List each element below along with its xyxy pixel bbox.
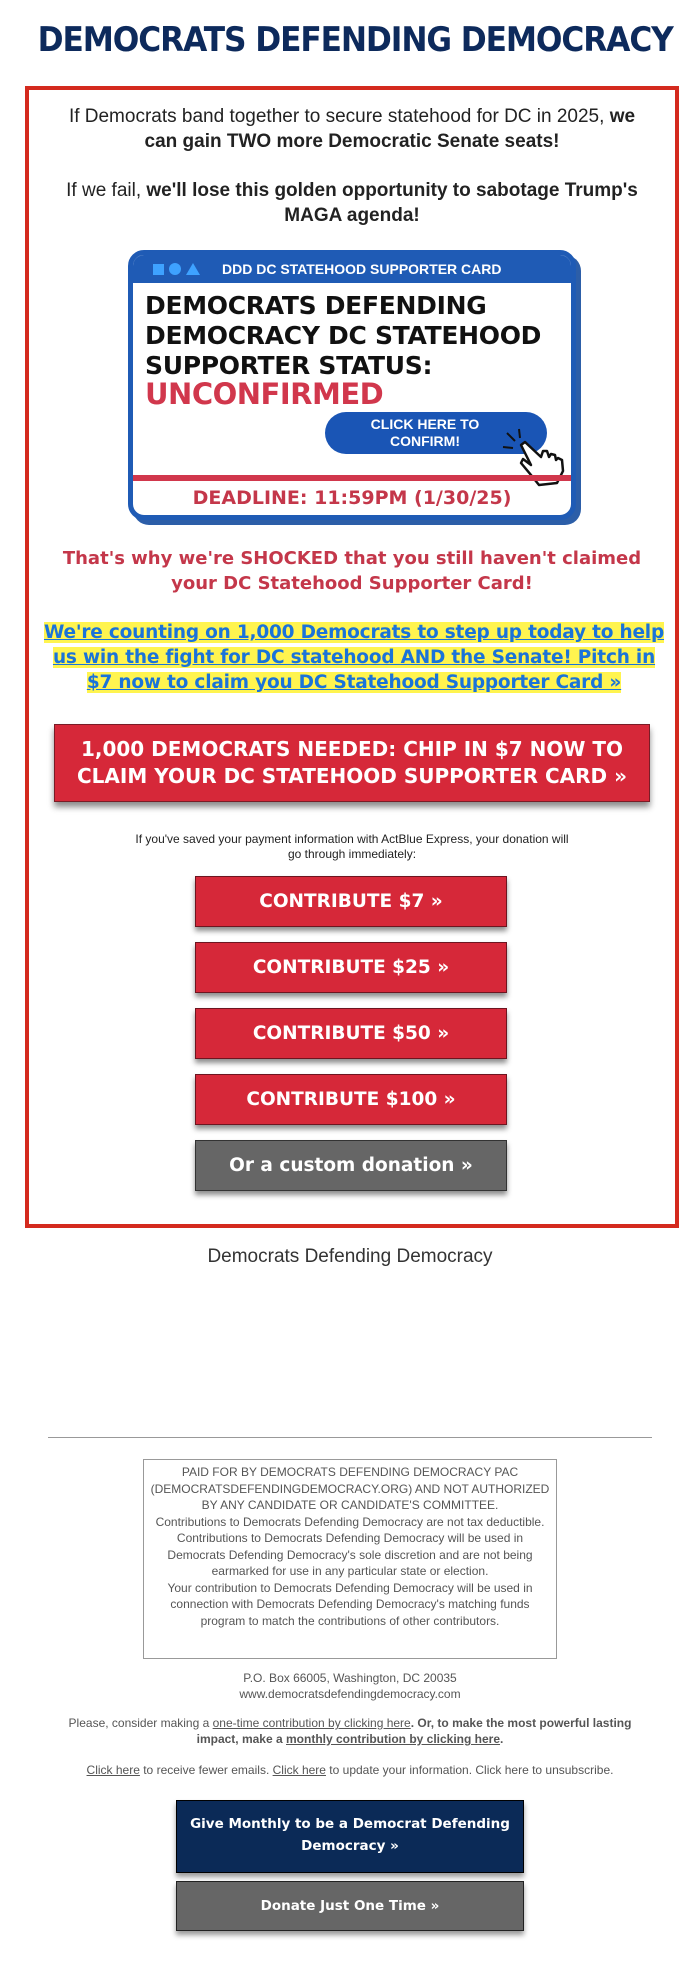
custom-donation-button[interactable]: Or a custom donation »: [195, 1140, 507, 1191]
po-box: P.O. Box 66005, Washington, DC 20035: [243, 1671, 457, 1685]
intro-text-1: If Democrats band together to secure statehood for DC in 2025,: [68, 106, 610, 127]
card-shapes: [153, 263, 200, 275]
disclaimer-line-3: Contributions to Democrats Defending Democracy will be used in Democrats Defending Democracy's sole discretion and are not being earmarked for use in any particular state or election.: [167, 1531, 533, 1578]
footer-divider: [48, 1437, 652, 1438]
disclaimer-line-2: Contributions to Democrats Defending Democracy are not tax deductible.: [155, 1514, 545, 1529]
consider-prefix: Please, consider making a: [68, 1716, 213, 1730]
header: [0, 0, 700, 80]
give-monthly-line-2: Democracy »: [301, 1838, 399, 1854]
one-time-link[interactable]: one-time contribution by clicking here: [212, 1716, 411, 1730]
give-monthly-button[interactable]: [176, 1800, 524, 1873]
card-confirm-line-2: CONFIRM!: [390, 433, 460, 449]
card-status-label: [145, 291, 541, 381]
card-status-line-1: DEMOCRATS DEFENDING: [145, 291, 487, 320]
claim-card-link[interactable]: We're counting on 1,000 Democrats to step up today to help us win the fight for DC statehood AND the Senate! Pitch in $7 now to claim you DC Statehood Supporter Card »: [43, 622, 664, 693]
consider-suffix: .: [500, 1732, 504, 1746]
supporter-card[interactable]: [128, 250, 576, 520]
card-status-line-3: SUPPORTER STATUS:: [145, 351, 433, 380]
org-name: Democrats Defending Democracy: [207, 1246, 493, 1267]
fewer-emails-link[interactable]: Click here: [86, 1763, 140, 1777]
card-status-value: UNCONFIRMED: [145, 377, 384, 411]
consider-middle: . Or, to make the most powerful lasting impact, make a: [196, 1716, 632, 1746]
card-top-bar: [133, 255, 571, 283]
update-info-link[interactable]: Click here: [272, 1763, 326, 1777]
intro-paragraph-1: [29, 104, 675, 154]
fewer-emails-text: to receive fewer emails.: [139, 1763, 273, 1777]
triangle-icon: [186, 263, 200, 275]
circle-icon: [169, 263, 181, 275]
card-status-line-2: DEMOCRACY DC STATEHOOD: [145, 321, 542, 350]
contribute-7-button[interactable]: CONTRIBUTE $7 »: [195, 876, 507, 927]
contribute-25-button[interactable]: CONTRIBUTE $25 »: [195, 942, 507, 993]
update-info-text: to update your information. Click here to unsubscribe.: [325, 1763, 614, 1777]
card-deadline: DEADLINE: 11:59PM (1/30/25): [192, 487, 512, 509]
donate-once-button[interactable]: Donate Just One Time »: [176, 1881, 524, 1931]
intro-bold-2: we'll lose this golden opportunity to sabotage Trump's MAGA agenda!: [146, 180, 638, 226]
disclaimer-line-1: PAID FOR BY DEMOCRATS DEFENDING DEMOCRACY PAC (DEMOCRATSDEFENDINGDEMOCRACY.ORG) AND NOT AUTHORIZED BY ANY CANDIDATE OR CANDIDATE'S COMMITTEE.: [150, 1465, 550, 1512]
website: www.democratsdefendingdemocracy.com: [239, 1687, 461, 1701]
actblue-express-note: If you've saved your payment information with ActBlue Express, your donation will go through immediately:: [135, 832, 569, 861]
claim-card-button[interactable]: 1,000 DEMOCRATS NEEDED: CHIP IN $7 NOW TO CLAIM YOUR DC STATEHOOD SUPPORTER CARD »: [54, 724, 650, 802]
paid-for-disclaimer: [143, 1459, 557, 1659]
shocked-message: That's why we're SHOCKED that you still haven't claimed your DC Statehood Supporter Card!: [62, 548, 642, 594]
intro-paragraph-2: [29, 178, 675, 228]
email-content-frame: [25, 86, 679, 1228]
email-preferences: [0, 1763, 700, 1777]
consider-paragraph: [0, 1715, 700, 1747]
give-monthly-line-1: Give Monthly to be a Democrat Defending: [190, 1816, 510, 1832]
contribute-50-button[interactable]: CONTRIBUTE $50 »: [195, 1008, 507, 1059]
mailing-address: [0, 1670, 700, 1702]
contribute-100-button[interactable]: CONTRIBUTE $100 »: [195, 1074, 507, 1125]
intro-text-2: If we fail,: [66, 180, 147, 201]
monthly-link[interactable]: monthly contribution by clicking here: [286, 1732, 501, 1746]
intro-bold-1: we can gain TWO more Democratic Senate seats!: [144, 106, 636, 152]
square-icon: [153, 264, 164, 275]
card-divider: [133, 475, 571, 481]
disclaimer-line-4: Your contribution to Democrats Defending Democracy will be used in connection with Democrats Defending Democracy's matching funds program to match the contributions of other contributors.: [167, 1580, 533, 1628]
card-confirm-line-1: CLICK HERE TO: [370, 416, 480, 432]
highlight-link-wrap: [43, 620, 665, 695]
header-title: DEMOCRATS DEFENDING DEMOCRACY: [37, 20, 673, 60]
card-top-label: DDD DC STATEHOOD SUPPORTER CARD: [222, 261, 502, 277]
